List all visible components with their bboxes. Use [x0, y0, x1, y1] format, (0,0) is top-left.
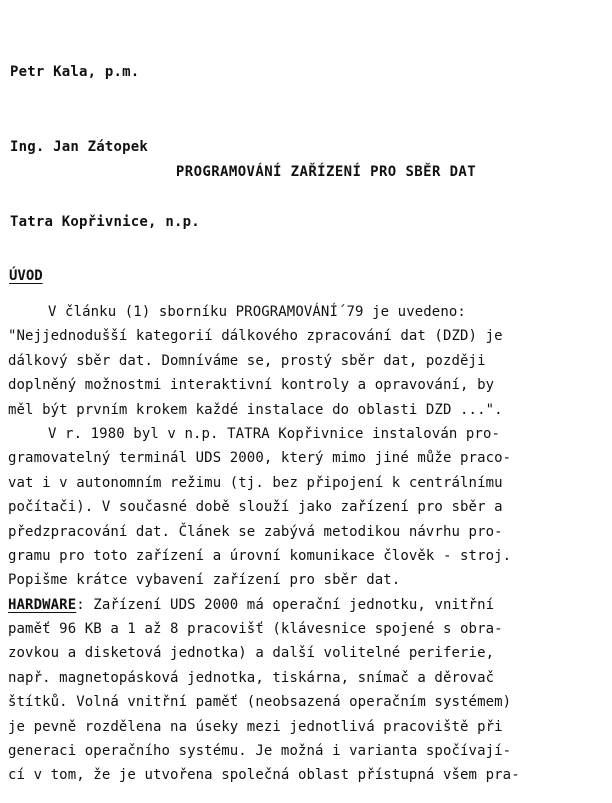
- author-line-3: Tatra Kopřivnice, n.p.: [10, 214, 200, 230]
- text-line: doplněný možnostmi interaktivní kontroly a opravování, by: [8, 377, 495, 394]
- text-line: gramovatelný terminál UDS 2000, který mimo jiné může praco-: [8, 450, 512, 467]
- text-line: Popišme krátce vybavení zařízení pro sběr dat.: [8, 572, 401, 589]
- text-line: je pevně rozdělena na úseky mezi jednotlivá pracoviště při: [8, 718, 503, 735]
- text-line: předzpracování dat. Článek se zabývá metodikou návrhu pro-: [8, 523, 503, 540]
- text-line: V článku (1) sborníku PROGRAMOVÁNÍ´79 je uvedeno:: [48, 304, 466, 320]
- text-line: vat i v autonomním režimu (tj. bez připojení k centrálnímu: [8, 474, 503, 491]
- text-line: štítků. Volná vnitřní paměť (neobsazená operačním systémem): [8, 694, 512, 711]
- author-line-2: Ing. Jan Zátopek: [10, 139, 149, 155]
- hardware-first-line: [8, 593, 608, 617]
- author-block: [10, 10, 200, 285]
- text-line: "Nejjednodušší kategorií dálkového zpracování dat (DZD) je: [8, 328, 503, 345]
- document-title: PROGRAMOVÁNÍ ZAŘÍZENÍ PRO SBĚR DAT: [175, 164, 477, 180]
- author-line-1: Petr Kala, p.m.: [10, 64, 140, 80]
- text-line: gramu pro toto zařízení a úrovní komunikace člověk - stroj.: [8, 547, 512, 564]
- text-line: V r. 1980 byl v n.p. TATRA Kopřivnice instalován pro-: [48, 425, 501, 442]
- text-line: měl být prvním krokem každé instalace do oblasti DZD ...".: [8, 401, 503, 418]
- text-line: paměť 96 KB a 1 až 8 pracovišť (klávesnice spojené s obra-: [8, 621, 503, 638]
- text-line: cí v tom, že je utvořena společná oblast přístupná všem pra-: [8, 767, 520, 784]
- text-line: např. magnetopásková jednotka, tiskárna, snímač a děrovač: [8, 669, 495, 686]
- section-heading-uvod: ÚVOD: [9, 268, 43, 284]
- hardware-label: HARDWARE: [8, 596, 77, 613]
- text-line: počítači). V současné době slouží jako zařízení pro sběr a: [8, 499, 503, 516]
- text-line: zovkou a disketová jednotka) a další volitelné periferie,: [8, 645, 495, 662]
- body-text: [8, 300, 608, 788]
- text-line: generaci operačního systému. Je možná i varianta spočívají-: [8, 743, 512, 760]
- text-line: dálkový sběr dat. Domníváme se, prostý sběr dat, později: [8, 352, 486, 369]
- text-line-rest: : Zařízení UDS 2000 má operační jednotku, vnitřní: [76, 596, 495, 613]
